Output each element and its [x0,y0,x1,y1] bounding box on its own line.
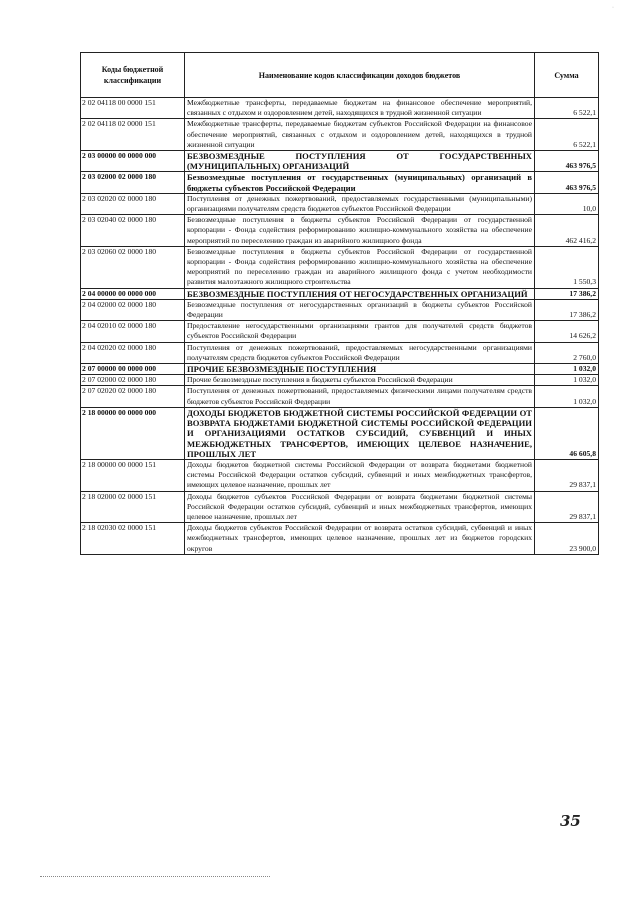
header-name: Наименование кодов классификации доходов бюджетов [185,53,535,98]
table-row [81,151,599,172]
row-code: 2 04 00000 00 0000 000 [81,288,185,299]
row-code: 2 07 02020 02 0000 180 [81,386,185,407]
row-sum: 14 626,2 [535,321,599,342]
row-sum: 6 522,1 [535,98,599,119]
row-sum: 29 837,1 [535,491,599,523]
header-sum: Сумма [535,53,599,98]
table-row [81,299,599,320]
row-code: 2 03 00000 00 0000 000 [81,151,185,172]
row-code: 2 03 02000 02 0000 180 [81,172,185,193]
scan-mark: · [612,5,614,11]
row-sum: 1 550,3 [535,246,599,288]
row-name: Доходы бюджетов субъектов Российской Федерации от возврата бюджетами бюджетной системы Российской Федерации остатков субсидий, субвенций и иных межбюджетных трансфертов, имеющих целевое назначение, прошлых лет [185,491,535,523]
row-name: Поступления от денежных пожертвований, предоставляемых государственными (муниципальными) организациями получателям средств бюджетов субъектов Российской Федерации [185,193,535,214]
row-sum: 17 386,2 [535,299,599,320]
row-name: Безвозмездные поступления от государственных (муниципальных) организаций в бюджеты субъектов Российской Федерации [185,172,535,193]
row-sum: 29 837,1 [535,459,599,491]
row-name: Межбюджетные трансферты, передаваемые бюджетам субъектов Российской Федерации на финансовое обеспечение мероприятий, связанных с отдыхом и оздоровлением детей, находящихся в трудной жизненной ситуации [185,119,535,151]
row-name: Прочие безвозмездные поступления в бюджеты субъектов Российской Федерации [185,375,535,386]
header-code: Коды бюджетной классификации [81,53,185,98]
table-row [81,193,599,214]
row-code: 2 04 02010 02 0000 180 [81,321,185,342]
table-row [81,491,599,523]
row-name: Безвозмездные поступления в бюджеты субъектов Российской Федерации от государственной корпорации - Фонда содействия реформированию жилищно-коммунального хозяйства на обеспечение мероприятий по переселению граждан из аварийного жилищного фонда [185,215,535,247]
table-row [81,321,599,342]
row-sum: 1 032,0 [535,386,599,407]
row-sum: 463 976,5 [535,151,599,172]
row-sum: 1 032,0 [535,375,599,386]
table-row [81,98,599,119]
table-row [81,523,599,555]
page-number: 35 [560,812,581,830]
row-sum: 46 605,8 [535,407,599,459]
table-row [81,364,599,375]
row-code: 2 02 04118 00 0000 151 [81,98,185,119]
row-name: Безвозмездные поступления в бюджеты субъектов Российской Федерации от государственной корпорации - Фонда содействия реформированию жилищно-коммунального хозяйства на обеспечение мероприятий по переселению граждан из аварийного жилищного фонда с учетом необходимости развития малоэтажного жилищного строительства [185,246,535,288]
row-name: Предоставление негосударственными организациями грантов для получателей средств бюджетов субъектов Российской Федерации [185,321,535,342]
table-body [81,98,599,555]
row-name: ДОХОДЫ БЮДЖЕТОВ БЮДЖЕТНОЙ СИСТЕМЫ РОССИЙСКОЙ ФЕДЕРАЦИИ ОТ ВОЗВРАТА БЮДЖЕТАМИ БЮДЖЕТНОЙ СИСТЕМЫ РОССИЙСКОЙ ФЕДЕРАЦИИ И ОРГАНИЗАЦИЯМИ ОСТАТКОВ СУБСИДИЙ, СУБВЕНЦИЙ И ИНЫХ МЕЖБЮДЖЕТНЫХ ТРАНСФЕРТОВ, ИМЕЮЩИХ ЦЕЛЕВОЕ НАЗНАЧЕНИЕ, ПРОШЛЫХ ЛЕТ [185,407,535,459]
row-code: 2 07 02000 02 0000 180 [81,375,185,386]
table-row [81,407,599,459]
row-name: Доходы бюджетов бюджетной системы Российской Федерации от возврата бюджетами бюджетной системы Российской Федерации остатков субсидий, субвенций и иных межбюджетных трансфертов, имеющих целевое назначение, прошлых лет [185,459,535,491]
row-sum: 463 976,5 [535,172,599,193]
row-sum: 2 760,0 [535,342,599,363]
table-row [81,288,599,299]
row-name: Доходы бюджетов субъектов Российской Федерации от возврата остатков субсидий, субвенций и иных межбюджетных трансфертов, имеющих целевое назначение, прошлых лет из бюджетов городских округов [185,523,535,555]
table-row [81,386,599,407]
row-name: Межбюджетные трансферты, передаваемые бюджетам на финансовое обеспечение мероприятий, связанных с отдыхом и оздоровлением детей, находящихся в трудной жизненной ситуации [185,98,535,119]
row-name: Поступления от денежных пожертвований, предоставляемых физическими лицами получателям средств бюджетов субъектов Российской Федерации [185,386,535,407]
row-code: 2 18 02030 02 0000 151 [81,523,185,555]
row-name: Безвозмездные поступления от негосударственных организаций в бюджеты субъектов Российской Федерации [185,299,535,320]
row-code: 2 03 02060 02 0000 180 [81,246,185,288]
row-code: 2 02 04118 02 0000 151 [81,119,185,151]
row-code: 2 18 02000 02 0000 151 [81,491,185,523]
revenue-classification-table [80,52,599,555]
row-name: ПРОЧИЕ БЕЗВОЗМЕЗДНЫЕ ПОСТУПЛЕНИЯ [185,364,535,375]
row-name: Поступления от денежных пожертвований, предоставляемых негосударственными организациями получателям средств бюджетов субъектов Российской Федерации [185,342,535,363]
table-row [81,246,599,288]
row-code: 2 18 00000 00 0000 151 [81,459,185,491]
row-sum: 10,0 [535,193,599,214]
table-row [81,119,599,151]
row-code: 2 04 02000 02 0000 180 [81,299,185,320]
table-row [81,172,599,193]
table-row [81,375,599,386]
row-name: БЕЗВОЗМЕЗДНЫЕ ПОСТУПЛЕНИЯ ОТ НЕГОСУДАРСТВЕННЫХ ОРГАНИЗАЦИЙ [185,288,535,299]
row-name: БЕЗВОЗМЕЗДНЫЕ ПОСТУПЛЕНИЯ ОТ ГОСУДАРСТВЕННЫХ (МУНИЦИПАЛЬНЫХ) ОРГАНИЗАЦИЙ [185,151,535,172]
row-code: 2 07 00000 00 0000 000 [81,364,185,375]
row-sum: 17 386,2 [535,288,599,299]
table-row [81,459,599,491]
row-sum: 1 032,0 [535,364,599,375]
row-code: 2 03 02040 02 0000 180 [81,215,185,247]
table-header-row [81,53,599,98]
footer-line [40,876,270,877]
row-code: 2 03 02020 02 0000 180 [81,193,185,214]
row-sum: 23 900,0 [535,523,599,555]
table-row [81,215,599,247]
row-code: 2 04 02020 02 0000 180 [81,342,185,363]
row-code: 2 18 00000 00 0000 000 [81,407,185,459]
row-sum: 6 522,1 [535,119,599,151]
table-row [81,342,599,363]
row-sum: 462 416,2 [535,215,599,247]
